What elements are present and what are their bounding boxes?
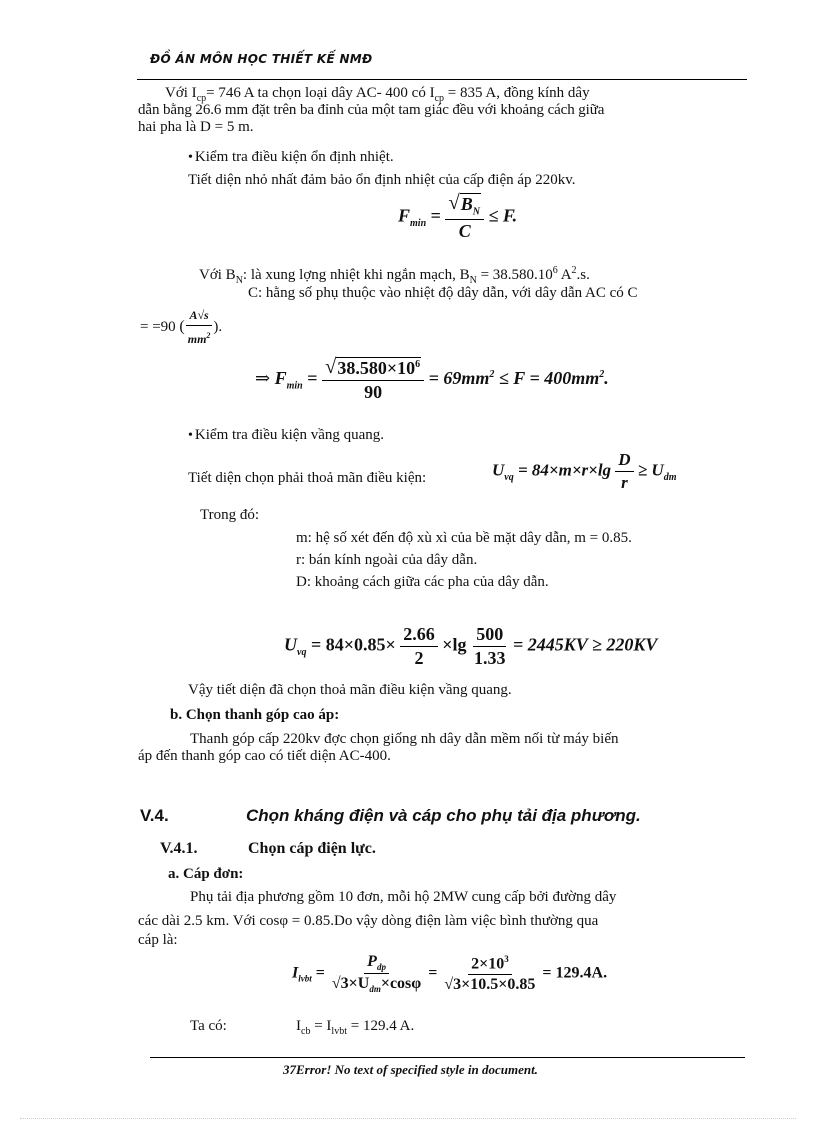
corona-conclusion: Vậy tiết diện đã chọn thoả mãn điều kiện vầng quang.	[188, 682, 512, 698]
formula-ilvbt: $I_{lvbt}$ = $\frac{P_{dp}}{√3\times U_{dm}\times\cos\varphi}$ = $\frac{2\times 10^3}{√3\times 10.5\times 0.85}$ = 129.4A.	[292, 953, 608, 995]
ilvbt-fraction-2: $\frac{2\times 10^3}{√3\times 10.5\times 0.85}$	[444, 953, 536, 993]
header-rule	[137, 79, 747, 80]
busbar-line2: áp đến thanh góp cao có tiết diện AC-400.	[138, 748, 391, 764]
para1-line3: hai pha là D = 5 m.	[138, 119, 254, 135]
corona-intro: Tiết diện chọn phải thoả mãn điều kiện:	[188, 470, 427, 486]
thermal-bullet: • Kiểm tra điều kiện ổn định nhiệt.	[188, 149, 394, 166]
busbar-heading: b. Chọn thanh góp cao áp:	[170, 707, 340, 723]
where-label: Trong đó:	[200, 507, 260, 523]
formula-fmin-calc: ⇒ $F_{min}$ = √ $38.580\times 10^6$ 90 = $69mm^2 \le F = 400mm^2$.	[255, 356, 609, 402]
c-value: = =90 ( $\frac{A√s}{mm^2}$ ).	[140, 308, 223, 346]
corona-calc-fraction-2: $\frac{500}{1.33}$	[474, 624, 506, 668]
r-definition: r: bán kính ngoài của dây dẫn.	[296, 552, 478, 568]
section-title: Chọn kháng điện và cáp cho phụ tải địa phương.	[246, 806, 641, 825]
formula-corona-calc: $U_{vq} = 84\times 0.85\times$ $\frac{2.66}{2}$ ×lg $\frac{500}{1.33}$ = 2445KV ≥ 220KV	[284, 624, 658, 668]
single-cable-line1: Phụ tải địa phương gồm 10 đơn, mỗi hộ 2MW cung cấp bởi đường dây	[190, 889, 617, 905]
single-cable-line3: cáp là:	[138, 932, 178, 948]
subsection-title: Chọn cáp điện lực.	[248, 840, 376, 857]
corona-calc-fraction-1: $\frac{2.66}{2}$	[400, 624, 438, 669]
c-definition: C: hằng số phụ thuộc vào nhiệt độ dây dẫn, với dây dẫn AC có C	[248, 285, 638, 301]
bn-definition: Với $B_N$: là xung lợng nhiệt khi ngắn mạch, $B_N = 38.580.10^6$ $A^2.s$.	[199, 265, 590, 286]
subsection-number: V.4.1.	[160, 840, 198, 857]
formula-corona: $U_{vq} = 84\times m\times r\times\lg$ $\frac{D}{r}$ ≥ $U_{dm}$	[492, 450, 677, 492]
thermal-intro: Tiết diện nhỏ nhất đảm bảo ổn định nhiệt của cấp điện áp 220kv.	[188, 172, 576, 188]
busbar-line1: Thanh góp cấp 220kv đợc chọn giống nh dây dẫn mềm nối từ máy biến	[190, 731, 619, 747]
corona-fraction: $\frac{D}{r}$	[615, 450, 633, 493]
d-definition: D: khoảng cách giữa các pha của dây dẫn.	[296, 574, 549, 590]
page-footer: 37Error! No text of specified style in document.	[283, 1062, 538, 1077]
m-definition: m: hệ số xét đến độ xù xì của bề mặt dây dẫn, m = 0.85.	[296, 530, 632, 546]
para1-line2: dẫn bằng 26.6 mm đặt trên ba đỉnh của một tam giác đều với khoảng cách giữa	[138, 102, 605, 118]
footer-rule	[150, 1057, 745, 1058]
single-cable-line2: các dài 2.5 km. Với cosφ = 0.85.Do vậy dòng điện làm việc bình thường qua	[138, 913, 599, 929]
page-header-title: ĐỒ ÁN MÔN HỌC THIẾT KẾ NMĐ	[150, 52, 373, 66]
tacó-label: Ta có:	[190, 1018, 227, 1034]
ilvbt-fraction-1: $\frac{P_{dp}}{√3\times U_{dm}\times\cos\varphi}$	[331, 953, 422, 995]
c-unit-fraction: $\frac{A√s}{mm^2}$	[187, 308, 211, 346]
page-bottom-dotted-line	[20, 1118, 796, 1119]
para1-line1: Với $I_{cp}= 746$ A ta chọn loại dây AC- 400 có $I_{cp} = 835$ A, đồng kính dây	[165, 85, 590, 104]
fmin-calc-fraction: √ $38.580\times 10^6$ 90	[322, 357, 424, 403]
corona-bullet: • Kiểm tra điều kiện vầng quang.	[188, 427, 384, 444]
fmin-fraction: √ $B_N$ C	[445, 193, 484, 242]
icb-line: $I_{cb} = I_{lvbt} = 129.4$ A.	[296, 1018, 415, 1037]
single-cable-heading: a. Cáp đơn:	[168, 866, 244, 882]
formula-fmin: $F_{min}$ = √ $B_N$ C ≤ F.	[398, 192, 518, 241]
section-number: V.4.	[140, 806, 169, 825]
